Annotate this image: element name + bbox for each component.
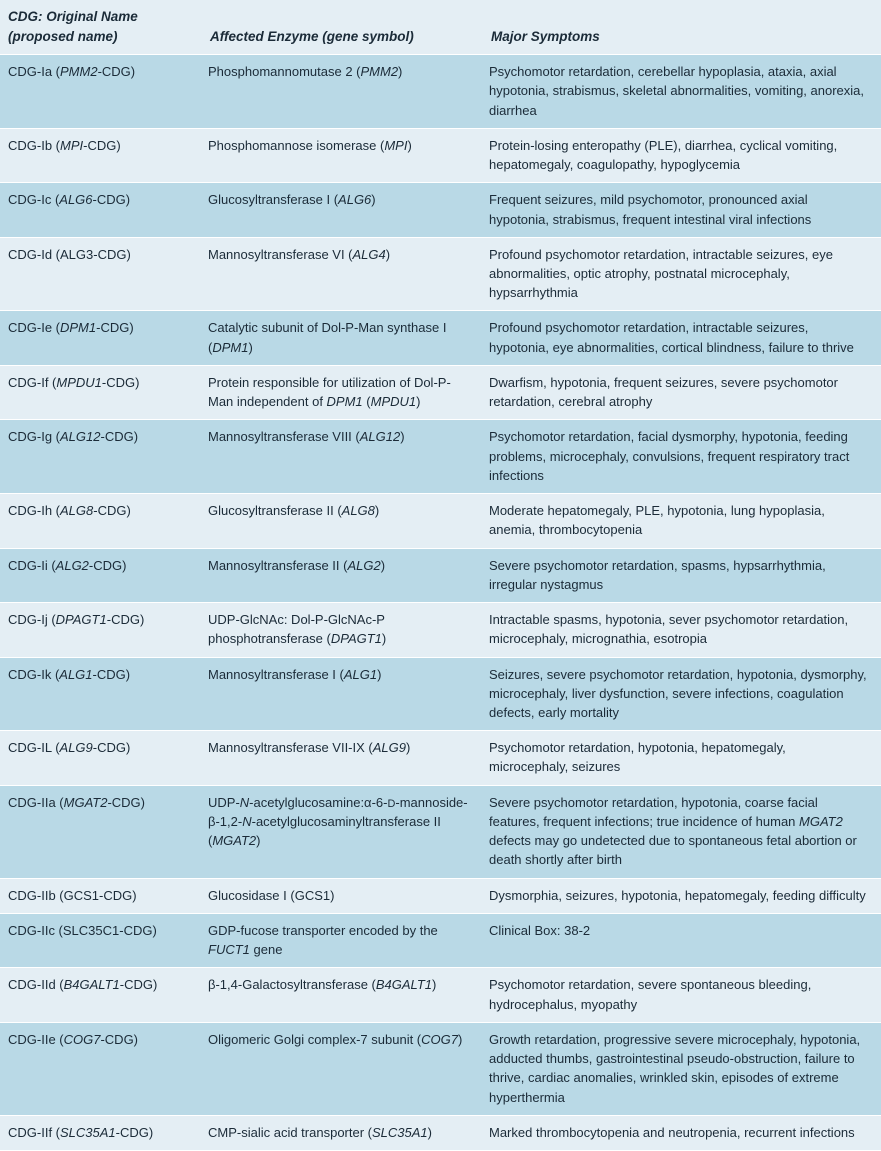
- cell-major-symptoms: Profound psychomotor retardation, intractable seizures, hypotonia, eye abnormalities, cortical blindness, failure to thrive: [483, 311, 881, 365]
- cell-major-symptoms: Profound psychomotor retardation, intractable seizures, eye abnormalities, optic atrophy, postnatal microcephaly, hypsarrhythmia: [483, 237, 881, 311]
- cell-major-symptoms: Seizures, severe psychomotor retardation, hypotonia, dysmorphy, microcephaly, liver dysfunction, severe infections, coagulation defects, early mortality: [483, 657, 881, 731]
- cell-affected-enzyme: Phosphomannose isomerase (MPI): [202, 128, 483, 182]
- column-header-cdg-original-name: [0, 0, 202, 55]
- cell-cdg-name: CDG-Ib (MPI-CDG): [0, 128, 202, 182]
- cell-cdg-name: CDG-Ie (DPM1-CDG): [0, 311, 202, 365]
- cell-cdg-name: CDG-Ih (ALG8-CDG): [0, 494, 202, 548]
- table-row: [0, 731, 881, 785]
- cell-cdg-name: CDG-IIb (GCS1-CDG): [0, 878, 202, 913]
- cell-affected-enzyme: Protein responsible for utilization of Dol-P-Man independent of DPM1 (MPDU1): [202, 365, 483, 419]
- column-header-line1: CDG: Original Name: [8, 9, 138, 24]
- cell-cdg-name: CDG-Ii (ALG2-CDG): [0, 548, 202, 602]
- table-row: [0, 603, 881, 657]
- cell-cdg-name: CDG-Ia (PMM2-CDG): [0, 55, 202, 129]
- cell-affected-enzyme: Oligomeric Golgi complex-7 subunit (COG7): [202, 1022, 483, 1115]
- table-row: [0, 237, 881, 311]
- cell-cdg-name: CDG-IId (B4GALT1-CDG): [0, 968, 202, 1022]
- table-row: [0, 548, 881, 602]
- cell-affected-enzyme: Mannosyltransferase VI (ALG4): [202, 237, 483, 311]
- cell-major-symptoms: Frequent seizures, mild psychomotor, pronounced axial hypotonia, strabismus, frequent intestinal viral infections: [483, 183, 881, 237]
- cell-cdg-name: CDG-Ik (ALG1-CDG): [0, 657, 202, 731]
- table-row: [0, 913, 881, 967]
- cell-affected-enzyme: Mannosyltransferase VII-IX (ALG9): [202, 731, 483, 785]
- header-row: [0, 0, 881, 55]
- column-header-affected-enzyme: Affected Enzyme (gene symbol): [202, 0, 483, 55]
- table-row: [0, 365, 881, 419]
- cell-cdg-name: CDG-Id (ALG3-CDG): [0, 237, 202, 311]
- cell-major-symptoms: Clinical Box: 38-2: [483, 913, 881, 967]
- cell-cdg-name: CDG-IIe (COG7-CDG): [0, 1022, 202, 1115]
- table-row: [0, 785, 881, 878]
- cell-cdg-name: CDG-IIc (SLC35C1-CDG): [0, 913, 202, 967]
- cell-affected-enzyme: Glucosyltransferase I (ALG6): [202, 183, 483, 237]
- table-row: [0, 494, 881, 548]
- cell-major-symptoms: Psychomotor retardation, cerebellar hypoplasia, ataxia, axial hypotonia, strabismus, skeletal abnormalities, vomiting, anorexia, diarrhea: [483, 55, 881, 129]
- cell-affected-enzyme: Catalytic subunit of Dol-P-Man synthase I (DPM1): [202, 311, 483, 365]
- cell-affected-enzyme: β-1,4-Galactosyltransferase (B4GALT1): [202, 968, 483, 1022]
- cell-major-symptoms: Psychomotor retardation, severe spontaneous bleeding, hydrocephalus, myopathy: [483, 968, 881, 1022]
- cell-major-symptoms: Dwarfism, hypotonia, frequent seizures, severe psychomotor retardation, cerebral atrophy: [483, 365, 881, 419]
- table-row: [0, 420, 881, 494]
- cell-affected-enzyme: Mannosyltransferase I (ALG1): [202, 657, 483, 731]
- column-header-major-symptoms: Major Symptoms: [483, 0, 881, 55]
- table-body: [0, 55, 881, 1151]
- column-header-line2: (proposed name): [8, 28, 118, 44]
- cell-cdg-name: CDG-If (MPDU1-CDG): [0, 365, 202, 419]
- cell-affected-enzyme: Phosphomannomutase 2 (PMM2): [202, 55, 483, 129]
- cell-major-symptoms: Psychomotor retardation, hypotonia, hepatomegaly, microcephaly, seizures: [483, 731, 881, 785]
- cell-major-symptoms: Severe psychomotor retardation, spasms, hypsarrhythmia, irregular nystagmus: [483, 548, 881, 602]
- cell-cdg-name: CDG-Ic (ALG6-CDG): [0, 183, 202, 237]
- table-row: [0, 968, 881, 1022]
- table-row: [0, 311, 881, 365]
- cell-affected-enzyme: Glucosyltransferase II (ALG8): [202, 494, 483, 548]
- table-row: [0, 657, 881, 731]
- table-header: [0, 0, 881, 55]
- cell-major-symptoms: Psychomotor retardation, facial dysmorphy, hypotonia, feeding problems, microcephaly, convulsions, frequent respiratory tract infections: [483, 420, 881, 494]
- table-row: [0, 878, 881, 913]
- cell-major-symptoms: Marked thrombocytopenia and neutropenia, recurrent infections: [483, 1115, 881, 1150]
- cell-cdg-name: CDG-IIa (MGAT2-CDG): [0, 785, 202, 878]
- cell-major-symptoms: Dysmorphia, seizures, hypotonia, hepatomegaly, feeding difficulty: [483, 878, 881, 913]
- cell-affected-enzyme: Glucosidase I (GCS1): [202, 878, 483, 913]
- cell-affected-enzyme: UDP-GlcNAc: Dol-P-GlcNAc-P phosphotransferase (DPAGT1): [202, 603, 483, 657]
- cell-cdg-name: CDG-Ig (ALG12-CDG): [0, 420, 202, 494]
- cell-major-symptoms: Intractable spasms, hypotonia, sever psychomotor retardation, microcephaly, micrognathia, esotropia: [483, 603, 881, 657]
- cell-cdg-name: CDG-IIf (SLC35A1-CDG): [0, 1115, 202, 1150]
- table-row: [0, 183, 881, 237]
- table-row: [0, 1022, 881, 1115]
- cell-affected-enzyme: Mannosyltransferase VIII (ALG12): [202, 420, 483, 494]
- cell-major-symptoms: Moderate hepatomegaly, PLE, hypotonia, lung hypoplasia, anemia, thrombocytopenia: [483, 494, 881, 548]
- cell-cdg-name: CDG-IL (ALG9-CDG): [0, 731, 202, 785]
- cell-affected-enzyme: Mannosyltransferase II (ALG2): [202, 548, 483, 602]
- table-row: [0, 128, 881, 182]
- cell-cdg-name: CDG-Ij (DPAGT1-CDG): [0, 603, 202, 657]
- table-row: [0, 55, 881, 129]
- cell-major-symptoms: Protein-losing enteropathy (PLE), diarrhea, cyclical vomiting, hepatomegaly, coagulopathy, hypoglycemia: [483, 128, 881, 182]
- cell-affected-enzyme: CMP-sialic acid transporter (SLC35A1): [202, 1115, 483, 1150]
- cell-major-symptoms: Severe psychomotor retardation, hypotonia, coarse facial features, frequent infections; true incidence of human MGAT2 defects may go undetected due to spontaneous fetal abortion or death shortly after birth: [483, 785, 881, 878]
- cell-major-symptoms: Growth retardation, progressive severe microcephaly, hypotonia, adducted thumbs, gastrointestinal pseudo-obstruction, failure to thrive, cardiac anomalies, wrinkled skin, episodes of extreme hyperthermia: [483, 1022, 881, 1115]
- cell-affected-enzyme: GDP-fucose transporter encoded by the FUCT1 gene: [202, 913, 483, 967]
- cell-affected-enzyme: UDP-N-acetylglucosamine:α-6-D-mannoside-β-1,2-N-acetylglucosaminyltransferase II (MGAT2): [202, 785, 483, 878]
- table-row: [0, 1115, 881, 1150]
